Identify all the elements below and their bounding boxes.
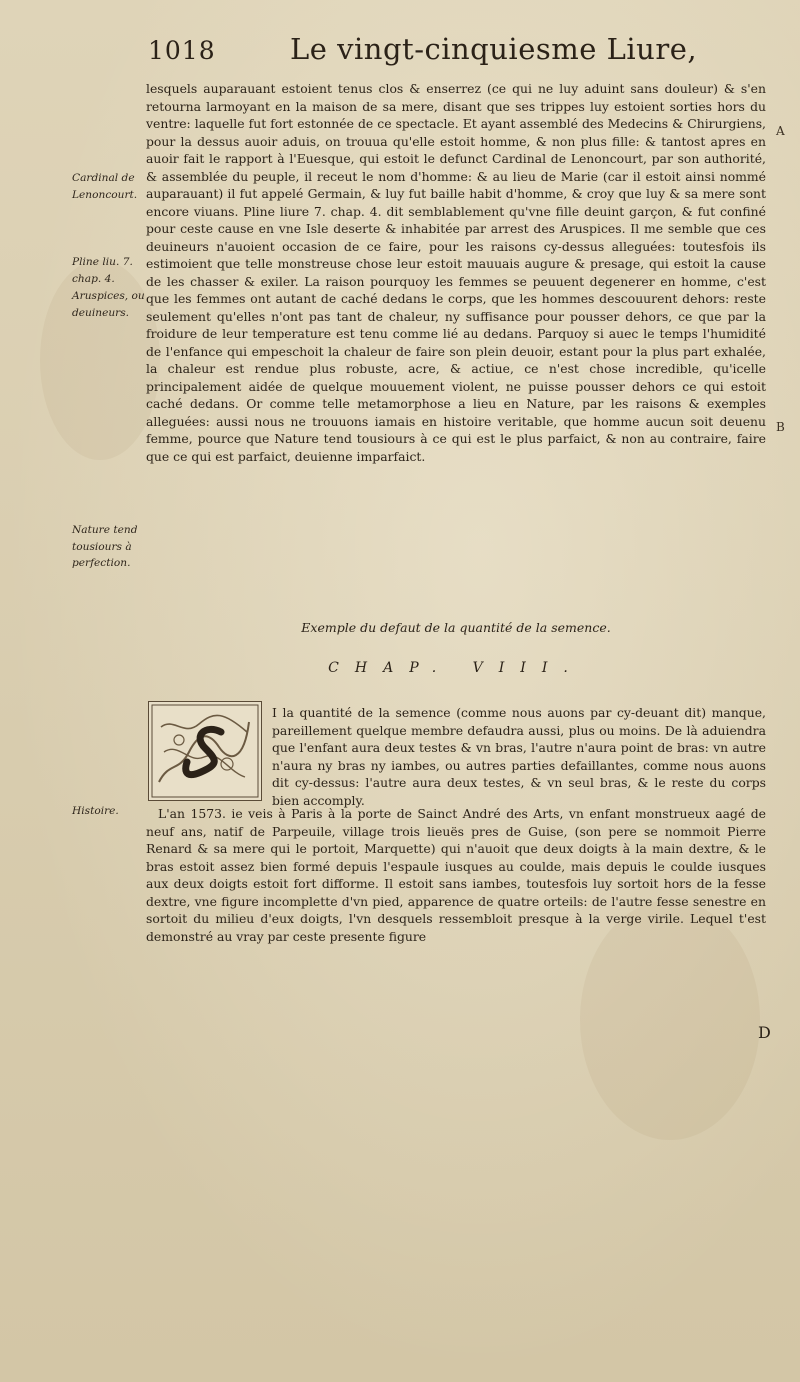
margin-note-histoire: Histoire.: [72, 805, 119, 817]
page-number: 1018: [148, 36, 216, 65]
chapter-paragraph-first: I la quantité de la semence (comme nous auons par cy-deuant dit) manque, pareillement quelque membre defaudra aussi, plus ou moins. De là aduiendra que l'enfant aura deux testes & vn bras, l'autre n'aura point de bras: vn autre n'aura ny bras ny iambes, ou autres parties defaillantes, comme nous auons dit cy-dessus: l'autre aura deux testes, & vn seul bras, & le reste du corps bien accomply.: [272, 705, 766, 808]
section-heading: Exemple du defaut de la quantité de la semence.: [301, 620, 611, 635]
ornamental-initial-s-icon: [149, 702, 261, 800]
ornamental-initial-s-icon: [148, 701, 262, 801]
catchword: D: [758, 1023, 771, 1042]
margin-note-pline: Pline liu. 7. chap. 4.: [72, 256, 133, 285]
margin-note-cardinal: Cardinal de Lenoncourt.: [72, 172, 138, 201]
margin-note-aruspices: Aruspices, ou deuineurs.: [72, 290, 145, 319]
chapter-heading: CHAP. VIII.: [328, 660, 584, 676]
body-paragraph: lesquels auparauant estoient tenus clos & enserrez (ce qui ne luy aduint sans douleur) & s'en retourna larmoyant en la maison de sa mere, disant que ses trippes luy estoient sorties hors du ventre: laquelle fut fort estonnée de ce spectacle. Et ayant assemblé des Medecins & Chirurgiens, pour la dessus auoir aduis, on trouua qu'elle estoit homme, & non plus fille: & tantost apres en auoir fait le rapport à l'Euesque, qui estoit le defunct Cardinal de Lenoncourt, par son authorité, & assemblée du peuple, il receut le nom d'homme: & au lieu de Marie (car il estoit ainsi nommé auparauant) il fut appelé Germain, & luy fut baille habit d'homme, & croy que luy & sa mere sont encore viuans. Pline liure 7. chap. 4. dit semblablement qu'vne fille deuint garçon, & fut confiné pour ceste cause en vne Isle deserte & inhabitée par arrest des Aruspices. Il me semble que ces deuineurs n'auoient occasion de ce faire, pour les raisons cy-dessus alleguées: toutesfois ils estimoient que telle monstreuse chose leur estoit mauuais augure & presage, qui estoit la cause de les chasser & exiler. La raison pourquoy les femmes se peuuent degenerer en homme, c'est que les femmes ont autant de caché dedans le corps, que les hommes descouurent dehors: reste seulement qu'elles n'ont pas tant de chaleur, ny suffisance pour pousser dehors, ce que par la froidure de leur temperature est tenu comme lié au dedans. Parquoy si auec le temps l'humidité de l'enfance qui empeschoit la chaleur de faire son plein deuoir, estant pour la plus part exhalée, la chaleur est rendue plus robuste, acre, & actiue, ce n'est chose incredible, qu'icelle principalement aidée de quelque mouuement violent, ne puisse pousser dehors ce qui estoit caché dedans. Or comme telle metamorphose a lieu en Nature, par les raisons & exemples alleguées: aussi nous ne trouuons iamais en histoire veritable, que homme aucun soit deuenu femme, pource que Nature tend tousiours à ce qui est le plus parfaict, & non au contraire, faire que ce qui est parfaict, deuienne imparfaict.: [146, 81, 766, 464]
margin-letter-b: B: [776, 420, 785, 434]
page-header: [140, 30, 698, 80]
chapter-paragraph-second: L'an 1573. ie veis à Paris à la porte de Sainct André des Arts, vn enfant monstrueux aagé de neuf ans, natif de Parpeuile, village trois lieuës pres de Guise, (son pere se nommoit Pierre Renard & sa mere qui le portoit, Marquette) qui n'auoit que deux doigts à la main dextre, & le bras estoit assez bien formé depuis l'espaule iusques au coulde, mais depuis le coulde iusques aux deux doigts estoit fort difforme. Il estoit sans iambes, toutesfois luy sortoit hors de la fesse dextre, vne figure incomplette d'vn pied, apparence de quatre orteils: de l'autre fesse senestre en sortoit du milieu d'eux doigts, l'vn desquels ressembloit presque à la verge virile. Lequel t'est demonstré au vray par ceste presente figure: [146, 806, 766, 944]
margin-note-nature: Nature tend tousiours à perfection.: [72, 524, 138, 569]
margin-letter-a: A: [776, 124, 785, 138]
running-title: Le vingt-cinquiesme Liure,: [290, 32, 698, 66]
